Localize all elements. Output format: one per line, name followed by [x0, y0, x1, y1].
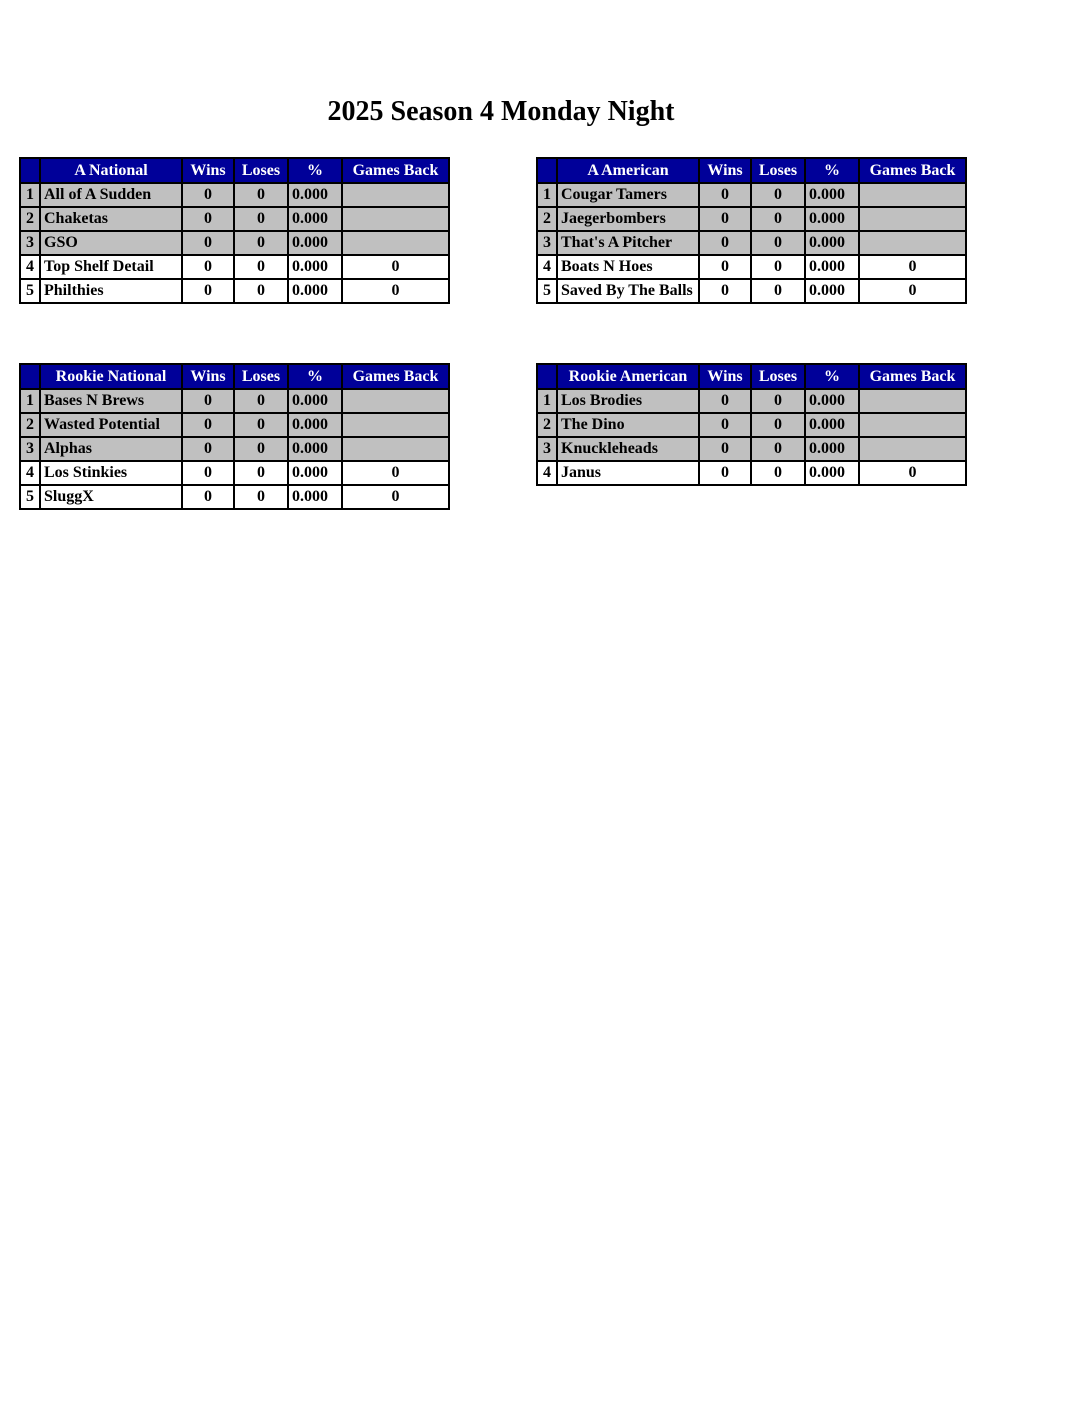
page-title: 2025 Season 4 Monday Night [327, 96, 675, 127]
team-name-cell: That's A Pitcher [557, 231, 699, 255]
loses-cell: 0 [234, 485, 288, 509]
pct-cell: 0.000 [288, 183, 342, 207]
wins-cell: 0 [182, 183, 234, 207]
table-row [537, 389, 966, 413]
team-name-cell: The Dino [557, 413, 699, 437]
games-back-cell [342, 207, 449, 231]
games-back-cell [342, 183, 449, 207]
wins-header: Wins [182, 364, 234, 389]
table-row [537, 255, 966, 279]
wins-cell: 0 [182, 279, 234, 303]
table-row [20, 485, 449, 509]
pct-cell: 0.000 [805, 255, 859, 279]
team-name-cell: Saved By The Balls [557, 279, 699, 303]
team-name-cell: Philthies [40, 279, 182, 303]
team-name-cell: All of A Sudden [40, 183, 182, 207]
team-name-cell: Los Brodies [557, 389, 699, 413]
wins-header: Wins [182, 158, 234, 183]
rank-cell: 3 [537, 231, 557, 255]
games-back-header: Games Back [859, 364, 966, 389]
standings-table-a-national [19, 157, 450, 304]
rank-cell: 1 [20, 183, 40, 207]
games-back-header: Games Back [859, 158, 966, 183]
table-row [537, 279, 966, 303]
loses-header: Loses [751, 158, 805, 183]
table-row [537, 231, 966, 255]
pct-cell: 0.000 [288, 207, 342, 231]
loses-cell: 0 [234, 461, 288, 485]
wins-header: Wins [699, 364, 751, 389]
team-name-cell: Chaketas [40, 207, 182, 231]
table-row [20, 461, 449, 485]
rank-header [20, 158, 40, 183]
loses-cell: 0 [751, 279, 805, 303]
table-row [537, 437, 966, 461]
rank-cell: 1 [20, 389, 40, 413]
pct-cell: 0.000 [288, 255, 342, 279]
standings-table-rookie-national [19, 363, 450, 510]
pct-cell: 0.000 [805, 389, 859, 413]
loses-cell: 0 [234, 279, 288, 303]
table-row [20, 255, 449, 279]
team-name-cell: Boats N Hoes [557, 255, 699, 279]
wins-cell: 0 [182, 255, 234, 279]
rank-cell: 2 [537, 413, 557, 437]
pct-cell: 0.000 [288, 485, 342, 509]
wins-cell: 0 [699, 279, 751, 303]
team-name-cell: Knuckleheads [557, 437, 699, 461]
loses-cell: 0 [751, 183, 805, 207]
loses-header: Loses [234, 364, 288, 389]
rank-cell: 4 [20, 255, 40, 279]
wins-cell: 0 [182, 207, 234, 231]
rank-cell: 5 [537, 279, 557, 303]
team-name-cell: Los Stinkies [40, 461, 182, 485]
loses-cell: 0 [751, 207, 805, 231]
games-back-header: Games Back [342, 158, 449, 183]
rank-cell: 2 [20, 207, 40, 231]
pct-cell: 0.000 [288, 389, 342, 413]
loses-cell: 0 [234, 183, 288, 207]
pct-header: % [805, 364, 859, 389]
header-row [20, 158, 449, 183]
team-name-cell: Janus [557, 461, 699, 485]
loses-cell: 0 [751, 437, 805, 461]
games-back-cell [859, 389, 966, 413]
pct-cell: 0.000 [288, 461, 342, 485]
wins-cell: 0 [182, 461, 234, 485]
loses-header: Loses [234, 158, 288, 183]
loses-cell: 0 [234, 437, 288, 461]
pct-cell: 0.000 [288, 231, 342, 255]
pct-cell: 0.000 [805, 207, 859, 231]
pct-header: % [805, 158, 859, 183]
table-row [20, 437, 449, 461]
table-row [20, 279, 449, 303]
games-back-cell [342, 389, 449, 413]
team-name-cell: Cougar Tamers [557, 183, 699, 207]
loses-cell: 0 [234, 255, 288, 279]
loses-cell: 0 [751, 389, 805, 413]
wins-cell: 0 [699, 183, 751, 207]
pct-cell: 0.000 [288, 437, 342, 461]
games-back-cell: 0 [342, 461, 449, 485]
wins-cell: 0 [699, 437, 751, 461]
rank-cell: 2 [20, 413, 40, 437]
division-name-header: A National [40, 158, 182, 183]
games-back-cell [859, 231, 966, 255]
rank-cell: 3 [537, 437, 557, 461]
games-back-header: Games Back [342, 364, 449, 389]
rank-header [537, 158, 557, 183]
rank-cell: 4 [537, 255, 557, 279]
rank-cell: 3 [20, 231, 40, 255]
games-back-cell [342, 413, 449, 437]
table-row [537, 183, 966, 207]
games-back-cell [859, 183, 966, 207]
wins-cell: 0 [699, 389, 751, 413]
division-name-header: Rookie National [40, 364, 182, 389]
wins-cell: 0 [699, 231, 751, 255]
team-name-cell: Top Shelf Detail [40, 255, 182, 279]
rank-cell: 2 [537, 207, 557, 231]
rank-cell: 3 [20, 437, 40, 461]
table-row [537, 413, 966, 437]
wins-cell: 0 [182, 437, 234, 461]
team-name-cell: SluggX [40, 485, 182, 509]
wins-cell: 0 [699, 413, 751, 437]
table-row [537, 207, 966, 231]
pct-header: % [288, 364, 342, 389]
team-name-cell: Alphas [40, 437, 182, 461]
pct-cell: 0.000 [805, 183, 859, 207]
rank-cell: 1 [537, 183, 557, 207]
pct-cell: 0.000 [805, 413, 859, 437]
games-back-cell: 0 [859, 461, 966, 485]
pct-cell: 0.000 [288, 413, 342, 437]
standings-table-a-american [536, 157, 967, 304]
games-back-cell: 0 [859, 279, 966, 303]
standings-table-rookie-american [536, 363, 967, 486]
games-back-cell [859, 207, 966, 231]
wins-cell: 0 [182, 231, 234, 255]
wins-cell: 0 [699, 207, 751, 231]
loses-cell: 0 [234, 413, 288, 437]
wins-cell: 0 [699, 255, 751, 279]
table-row [537, 461, 966, 485]
table-row [20, 413, 449, 437]
pct-cell: 0.000 [805, 437, 859, 461]
rank-cell: 5 [20, 279, 40, 303]
header-row [537, 364, 966, 389]
table-row [20, 183, 449, 207]
header-row [537, 158, 966, 183]
games-back-cell [859, 437, 966, 461]
rank-header [20, 364, 40, 389]
loses-cell: 0 [234, 389, 288, 413]
rank-cell: 1 [537, 389, 557, 413]
games-back-cell: 0 [859, 255, 966, 279]
loses-cell: 0 [234, 207, 288, 231]
header-row [20, 364, 449, 389]
wins-cell: 0 [182, 413, 234, 437]
wins-cell: 0 [182, 485, 234, 509]
rank-cell: 4 [20, 461, 40, 485]
wins-cell: 0 [699, 461, 751, 485]
pct-cell: 0.000 [805, 461, 859, 485]
loses-cell: 0 [234, 231, 288, 255]
table-row [20, 231, 449, 255]
games-back-cell: 0 [342, 279, 449, 303]
team-name-cell: Bases N Brews [40, 389, 182, 413]
table-row [20, 389, 449, 413]
pct-cell: 0.000 [805, 231, 859, 255]
wins-header: Wins [699, 158, 751, 183]
rank-header [537, 364, 557, 389]
team-name-cell: Jaegerbombers [557, 207, 699, 231]
games-back-cell: 0 [342, 485, 449, 509]
games-back-cell [859, 413, 966, 437]
loses-cell: 0 [751, 255, 805, 279]
division-name-header: Rookie American [557, 364, 699, 389]
pct-header: % [288, 158, 342, 183]
team-name-cell: GSO [40, 231, 182, 255]
games-back-cell [342, 231, 449, 255]
wins-cell: 0 [182, 389, 234, 413]
team-name-cell: Wasted Potential [40, 413, 182, 437]
pct-cell: 0.000 [288, 279, 342, 303]
loses-cell: 0 [751, 413, 805, 437]
games-back-cell: 0 [342, 255, 449, 279]
division-name-header: A American [557, 158, 699, 183]
table-row [20, 207, 449, 231]
rank-cell: 4 [537, 461, 557, 485]
pct-cell: 0.000 [805, 279, 859, 303]
games-back-cell [342, 437, 449, 461]
rank-cell: 5 [20, 485, 40, 509]
loses-cell: 0 [751, 461, 805, 485]
loses-header: Loses [751, 364, 805, 389]
loses-cell: 0 [751, 231, 805, 255]
